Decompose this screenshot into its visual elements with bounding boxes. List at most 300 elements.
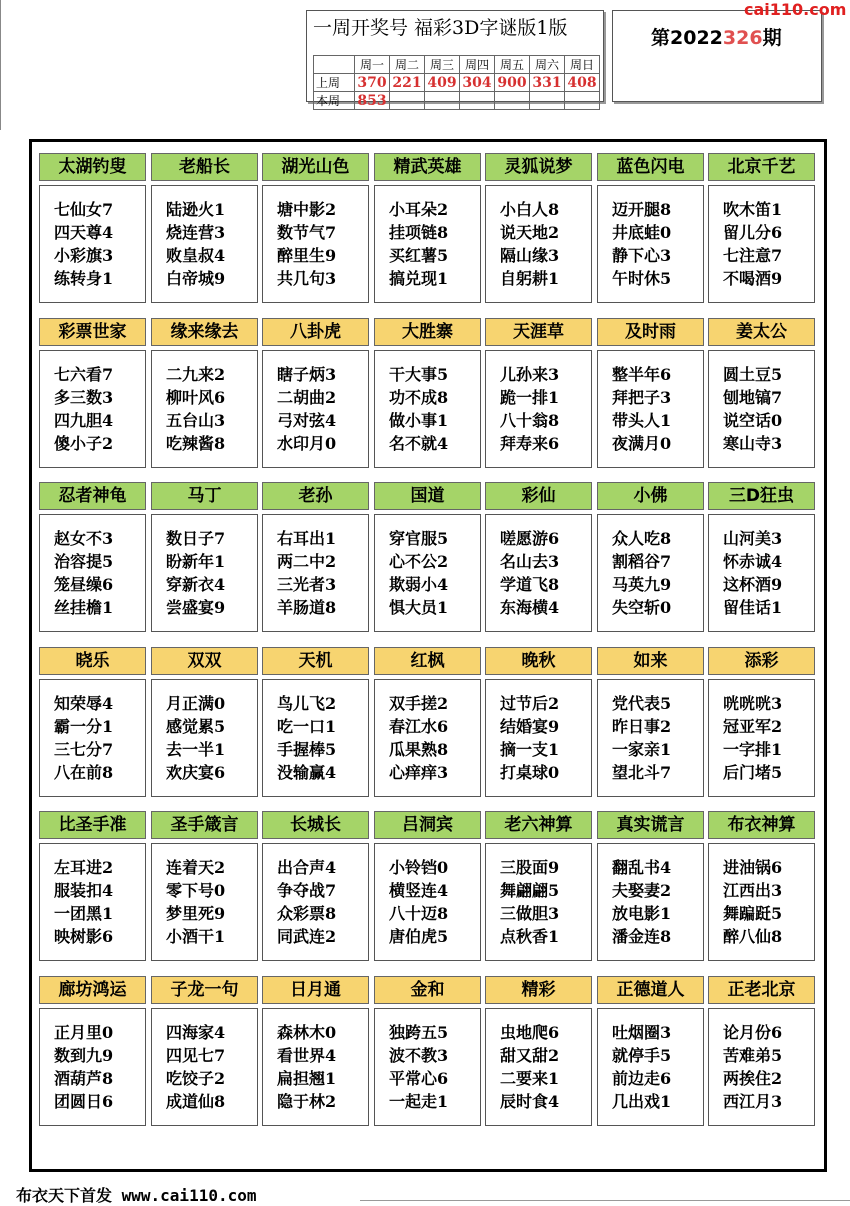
riddle-card bbox=[151, 318, 258, 468]
riddle-line: 望北斗7 bbox=[612, 763, 672, 782]
riddle-line: 七六看7 bbox=[54, 365, 114, 384]
riddle-card bbox=[374, 811, 481, 961]
riddle-line: 舞蹁跹5 bbox=[723, 904, 783, 923]
riddle-line: 霸一分1 bbox=[54, 717, 114, 736]
riddle-line: 东海横4 bbox=[500, 598, 560, 617]
weekday: 周四 bbox=[460, 56, 495, 74]
riddle-line: 七仙女7 bbox=[54, 200, 114, 219]
riddle-line: 四九胆4 bbox=[54, 411, 114, 430]
draw-number: 409 bbox=[425, 74, 460, 92]
riddle-line: 小酒干1 bbox=[166, 927, 226, 946]
riddle-line: 连着天2 bbox=[166, 858, 226, 877]
riddle-line: 扁担翘1 bbox=[277, 1069, 337, 1088]
riddle-line: 正月里0 bbox=[54, 1023, 114, 1042]
riddle-line: 舞翩翩5 bbox=[500, 881, 560, 900]
riddle-author: 太湖钓叟 bbox=[39, 153, 146, 181]
riddle-lines bbox=[151, 185, 258, 303]
draw-number bbox=[460, 92, 495, 110]
draw-number bbox=[425, 92, 460, 110]
this-week-label: 本周 bbox=[314, 92, 355, 110]
draw-number: 900 bbox=[495, 74, 530, 92]
riddle-author: 大胜寨 bbox=[374, 318, 481, 346]
draw-number: 853 bbox=[355, 92, 390, 110]
riddle-line: 井底蛙0 bbox=[612, 223, 672, 242]
riddle-line: 穿新衣4 bbox=[166, 575, 226, 594]
riddle-lines bbox=[39, 350, 146, 468]
riddle-author: 灵狐说梦 bbox=[485, 153, 592, 181]
riddle-line: 白帝城9 bbox=[166, 269, 226, 288]
riddle-line: 塘中影2 bbox=[277, 200, 337, 219]
riddle-line: 干大事5 bbox=[389, 365, 449, 384]
riddle-line: 吹木笛1 bbox=[723, 200, 783, 219]
issue-box bbox=[612, 10, 822, 102]
riddle-line: 就停手5 bbox=[612, 1046, 672, 1065]
riddle-line: 翻乱书4 bbox=[612, 858, 672, 877]
riddle-line: 挂项链8 bbox=[389, 223, 449, 242]
riddle-card bbox=[708, 482, 815, 632]
riddle-line: 拜把子3 bbox=[612, 388, 672, 407]
riddle-lines bbox=[39, 185, 146, 303]
riddle-card bbox=[39, 482, 146, 632]
riddle-lines bbox=[262, 350, 369, 468]
riddle-line: 失空斩0 bbox=[612, 598, 672, 617]
riddle-line: 寒山寺3 bbox=[723, 434, 783, 453]
riddle-line: 带头人1 bbox=[612, 411, 672, 430]
riddle-line: 说空话0 bbox=[723, 411, 783, 430]
riddle-line: 吃一口1 bbox=[277, 717, 337, 736]
draw-number bbox=[390, 92, 425, 110]
riddle-card bbox=[262, 153, 369, 303]
riddle-card bbox=[39, 647, 146, 797]
riddle-author: 吕洞宾 bbox=[374, 811, 481, 839]
last-week-label: 上周 bbox=[314, 74, 355, 92]
riddle-line: 水印月0 bbox=[277, 434, 337, 453]
riddle-lines bbox=[262, 679, 369, 797]
draw-number bbox=[530, 92, 565, 110]
riddle-author: 小佛 bbox=[597, 482, 704, 510]
riddle-author: 晚秋 bbox=[485, 647, 592, 675]
riddle-card bbox=[39, 153, 146, 303]
weekday: 周一 bbox=[355, 56, 390, 74]
riddle-line: 跪一排1 bbox=[500, 388, 560, 407]
riddle-line: 波不教3 bbox=[389, 1046, 449, 1065]
riddle-lines bbox=[39, 1008, 146, 1126]
riddle-line: 双手搓2 bbox=[389, 694, 449, 713]
riddle-card bbox=[151, 482, 258, 632]
issue-number: 第2022326期 bbox=[651, 27, 782, 49]
riddle-card bbox=[597, 482, 704, 632]
riddle-line: 映树影6 bbox=[54, 927, 114, 946]
riddle-card bbox=[374, 482, 481, 632]
weekday: 周六 bbox=[530, 56, 565, 74]
riddle-line: 放电影1 bbox=[612, 904, 672, 923]
riddle-lines bbox=[151, 514, 258, 632]
riddle-author: 双双 bbox=[151, 647, 258, 675]
riddle-line: 三做胆3 bbox=[500, 904, 560, 923]
riddle-card bbox=[485, 811, 592, 961]
riddle-line: 八在前8 bbox=[54, 763, 114, 782]
riddle-line: 羊肠道8 bbox=[277, 598, 337, 617]
riddle-line: 二要来1 bbox=[500, 1069, 560, 1088]
riddle-line: 赵女不3 bbox=[54, 529, 114, 548]
riddle-line: 辰时食4 bbox=[500, 1092, 560, 1111]
riddle-line: 打桌球0 bbox=[500, 763, 560, 782]
riddle-lines bbox=[39, 679, 146, 797]
riddle-author: 圣手箴言 bbox=[151, 811, 258, 839]
riddle-line: 团圆日6 bbox=[54, 1092, 114, 1111]
riddle-card bbox=[262, 318, 369, 468]
riddle-line: 几出戏1 bbox=[612, 1092, 672, 1111]
riddle-line: 前边走6 bbox=[612, 1069, 672, 1088]
weekday: 周五 bbox=[495, 56, 530, 74]
riddle-author: 及时雨 bbox=[597, 318, 704, 346]
riddle-card bbox=[708, 153, 815, 303]
riddle-card bbox=[39, 318, 146, 468]
riddle-line: 圆土豆5 bbox=[723, 365, 783, 384]
draw-number bbox=[495, 92, 530, 110]
riddle-lines bbox=[151, 843, 258, 961]
draw-number bbox=[565, 92, 600, 110]
riddle-author: 天涯草 bbox=[485, 318, 592, 346]
riddle-lines bbox=[262, 1008, 369, 1126]
riddle-line: 学道飞8 bbox=[500, 575, 560, 594]
riddle-card bbox=[151, 153, 258, 303]
riddle-lines bbox=[262, 185, 369, 303]
riddle-author: 正德道人 bbox=[597, 976, 704, 1004]
riddle-line: 众彩票8 bbox=[277, 904, 337, 923]
riddle-line: 三七分7 bbox=[54, 740, 114, 759]
riddle-card bbox=[597, 153, 704, 303]
riddle-line: 惧大员1 bbox=[389, 598, 449, 617]
riddle-line: 平常心6 bbox=[389, 1069, 449, 1088]
riddle-card bbox=[485, 647, 592, 797]
riddle-line: 名山去3 bbox=[500, 552, 560, 571]
riddle-line: 零下号0 bbox=[166, 881, 226, 900]
riddle-lines bbox=[485, 185, 592, 303]
riddle-line: 盼新年1 bbox=[166, 552, 226, 571]
riddle-line: 笼昼缲6 bbox=[54, 575, 114, 594]
riddle-line: 小彩旗3 bbox=[54, 246, 114, 265]
riddle-author: 红枫 bbox=[374, 647, 481, 675]
riddle-line: 吃辣酱8 bbox=[166, 434, 226, 453]
riddle-line: 心不公2 bbox=[389, 552, 449, 571]
riddle-line: 整半年6 bbox=[612, 365, 672, 384]
riddle-card bbox=[597, 318, 704, 468]
riddle-lines bbox=[597, 514, 704, 632]
riddle-line: 三光者3 bbox=[277, 575, 337, 594]
riddle-line: 服装扣4 bbox=[54, 881, 114, 900]
riddle-card bbox=[39, 811, 146, 961]
riddle-line: 陆逊火1 bbox=[166, 200, 226, 219]
weekday: 周二 bbox=[390, 56, 425, 74]
riddle-line: 左耳进2 bbox=[54, 858, 114, 877]
riddle-line: 党代表5 bbox=[612, 694, 672, 713]
riddle-lines bbox=[708, 350, 815, 468]
riddle-card bbox=[374, 153, 481, 303]
riddle-line: 看世界4 bbox=[277, 1046, 337, 1065]
riddle-line: 西江月3 bbox=[723, 1092, 783, 1111]
riddle-line: 醉里生9 bbox=[277, 246, 337, 265]
riddle-line: 八十翁8 bbox=[500, 411, 560, 430]
riddle-author: 如来 bbox=[597, 647, 704, 675]
riddle-line: 苦难弟5 bbox=[723, 1046, 783, 1065]
riddle-line: 唐伯虎5 bbox=[389, 927, 449, 946]
riddle-lines bbox=[597, 679, 704, 797]
riddle-card bbox=[485, 318, 592, 468]
riddle-card bbox=[708, 976, 815, 1126]
riddle-line: 小耳朵2 bbox=[389, 200, 449, 219]
riddle-line: 一家亲1 bbox=[612, 740, 672, 759]
riddle-line: 练转身1 bbox=[54, 269, 114, 288]
riddle-lines bbox=[485, 843, 592, 961]
riddle-lines bbox=[485, 514, 592, 632]
riddle-card bbox=[262, 647, 369, 797]
riddle-card bbox=[374, 318, 481, 468]
riddle-lines bbox=[374, 1008, 481, 1126]
riddle-line: 做小事1 bbox=[389, 411, 449, 430]
riddle-line: 咣咣咣3 bbox=[723, 694, 783, 713]
riddle-card bbox=[708, 811, 815, 961]
riddle-line: 穿官服5 bbox=[389, 529, 449, 548]
riddle-author: 忍者神龟 bbox=[39, 482, 146, 510]
riddle-line: 共几句3 bbox=[277, 269, 337, 288]
riddle-card bbox=[597, 976, 704, 1126]
riddle-card bbox=[374, 976, 481, 1126]
riddle-line: 数日子7 bbox=[166, 529, 226, 548]
footer-credit: 布衣天下首发 www.cai110.com bbox=[16, 1186, 257, 1205]
riddle-author: 姜太公 bbox=[708, 318, 815, 346]
riddle-line: 静下心3 bbox=[612, 246, 672, 265]
riddle-author: 老船长 bbox=[151, 153, 258, 181]
riddle-line: 点秋香1 bbox=[500, 927, 560, 946]
riddle-line: 说天地2 bbox=[500, 223, 560, 242]
riddle-author: 布衣神算 bbox=[708, 811, 815, 839]
riddle-line: 横竖连4 bbox=[389, 881, 449, 900]
riddle-author: 马丁 bbox=[151, 482, 258, 510]
riddle-line: 过节后2 bbox=[500, 694, 560, 713]
riddle-line: 独跨五5 bbox=[389, 1023, 449, 1042]
riddle-line: 三股面9 bbox=[500, 858, 560, 877]
site-logo-text[interactable]: cai110.com bbox=[744, 0, 847, 19]
riddle-line: 买红薯5 bbox=[389, 246, 449, 265]
riddle-card bbox=[708, 318, 815, 468]
riddle-line: 名不就4 bbox=[389, 434, 449, 453]
riddle-lines bbox=[708, 679, 815, 797]
riddle-lines bbox=[151, 679, 258, 797]
riddle-line: 傻小子2 bbox=[54, 434, 114, 453]
riddle-line: 森林木0 bbox=[277, 1023, 337, 1042]
riddle-lines bbox=[708, 185, 815, 303]
draw-number: 331 bbox=[530, 74, 565, 92]
riddle-author: 缘来缘去 bbox=[151, 318, 258, 346]
riddle-author: 蓝色闪电 bbox=[597, 153, 704, 181]
riddle-author: 真实谎言 bbox=[597, 811, 704, 839]
riddle-line: 四见七7 bbox=[166, 1046, 226, 1065]
riddle-lines bbox=[485, 350, 592, 468]
riddle-author: 精彩 bbox=[485, 976, 592, 1004]
riddle-line: 丝挂檐1 bbox=[54, 598, 114, 617]
riddle-author: 老六神算 bbox=[485, 811, 592, 839]
riddle-line: 数到九9 bbox=[54, 1046, 114, 1065]
riddle-author: 精武英雄 bbox=[374, 153, 481, 181]
riddle-lines bbox=[374, 185, 481, 303]
riddle-author: 日月通 bbox=[262, 976, 369, 1004]
riddle-author: 八卦虎 bbox=[262, 318, 369, 346]
riddle-line: 数节气7 bbox=[277, 223, 337, 242]
riddle-line: 感觉累5 bbox=[166, 717, 226, 736]
riddle-line: 摘一支1 bbox=[500, 740, 560, 759]
riddle-line: 割稻谷7 bbox=[612, 552, 672, 571]
riddle-line: 虫地爬6 bbox=[500, 1023, 560, 1042]
riddle-line: 冠亚军2 bbox=[723, 717, 783, 736]
riddle-line: 治容提5 bbox=[54, 552, 114, 571]
riddle-card bbox=[708, 647, 815, 797]
riddle-lines bbox=[485, 679, 592, 797]
riddle-line: 这杯酒9 bbox=[723, 575, 783, 594]
results-table bbox=[313, 55, 600, 110]
riddle-line: 论月份6 bbox=[723, 1023, 783, 1042]
riddle-author: 廊坊鸿运 bbox=[39, 976, 146, 1004]
riddle-lines bbox=[597, 350, 704, 468]
riddle-line: 梦里死9 bbox=[166, 904, 226, 923]
results-title: 一周开奖号 福彩3D字谜版1版 bbox=[313, 17, 568, 39]
draw-number: 408 bbox=[565, 74, 600, 92]
riddle-lines bbox=[597, 185, 704, 303]
weekday: 周三 bbox=[425, 56, 460, 74]
riddle-line: 众人吃8 bbox=[612, 529, 672, 548]
riddle-line: 江西出3 bbox=[723, 881, 783, 900]
riddle-card bbox=[597, 647, 704, 797]
riddle-line: 争夺战7 bbox=[277, 881, 337, 900]
riddle-line: 吃饺子2 bbox=[166, 1069, 226, 1088]
riddle-lines bbox=[374, 514, 481, 632]
riddle-card bbox=[151, 976, 258, 1126]
riddle-author: 老孙 bbox=[262, 482, 369, 510]
riddle-lines bbox=[597, 1008, 704, 1126]
riddle-line: 八十迈8 bbox=[389, 904, 449, 923]
riddle-lines bbox=[151, 1008, 258, 1126]
weekday: 周日 bbox=[565, 56, 600, 74]
riddle-line: 隔山缘3 bbox=[500, 246, 560, 265]
riddle-line: 自躬耕1 bbox=[500, 269, 560, 288]
riddle-line: 进油锅6 bbox=[723, 858, 783, 877]
riddle-card bbox=[262, 482, 369, 632]
left-border-line bbox=[0, 0, 1, 130]
riddle-line: 多三数3 bbox=[54, 388, 114, 407]
weekday-row bbox=[314, 56, 600, 74]
riddle-card bbox=[151, 811, 258, 961]
riddle-line: 瞎子炳3 bbox=[277, 365, 337, 384]
riddle-line: 马英九9 bbox=[612, 575, 672, 594]
riddle-line: 隐于林2 bbox=[277, 1092, 337, 1111]
riddle-lines bbox=[708, 514, 815, 632]
riddle-line: 留儿分6 bbox=[723, 223, 783, 242]
riddle-line: 没输赢4 bbox=[277, 763, 337, 782]
riddle-lines bbox=[151, 350, 258, 468]
riddle-card bbox=[597, 811, 704, 961]
riddle-author: 子龙一句 bbox=[151, 976, 258, 1004]
riddle-card bbox=[39, 976, 146, 1126]
riddle-line: 两二中2 bbox=[277, 552, 337, 571]
riddle-line: 一团黑1 bbox=[54, 904, 114, 923]
riddle-line: 后门堵5 bbox=[723, 763, 783, 782]
last-week-row bbox=[314, 74, 600, 92]
riddle-lines bbox=[485, 1008, 592, 1126]
riddle-lines bbox=[708, 1008, 815, 1126]
riddle-line: 春江水6 bbox=[389, 717, 449, 736]
riddle-line: 小铃铛0 bbox=[389, 858, 449, 877]
riddle-line: 小白人8 bbox=[500, 200, 560, 219]
riddle-line: 潘金连8 bbox=[612, 927, 672, 946]
riddle-line: 山河美3 bbox=[723, 529, 783, 548]
riddle-line: 手握棒5 bbox=[277, 740, 337, 759]
riddle-line: 嗟愿游6 bbox=[500, 529, 560, 548]
riddle-author: 彩仙 bbox=[485, 482, 592, 510]
riddle-line: 夜满月0 bbox=[612, 434, 672, 453]
riddle-line: 昨日事2 bbox=[612, 717, 672, 736]
riddle-line: 柳叶风6 bbox=[166, 388, 226, 407]
riddle-lines bbox=[708, 843, 815, 961]
riddle-line: 二九来2 bbox=[166, 365, 226, 384]
riddle-line: 四天尊4 bbox=[54, 223, 114, 242]
riddle-line: 烧连营3 bbox=[166, 223, 226, 242]
riddle-grid-frame bbox=[29, 139, 827, 1172]
riddle-line: 月正满0 bbox=[166, 694, 226, 713]
riddle-line: 心痒痒3 bbox=[389, 763, 449, 782]
riddle-lines bbox=[39, 843, 146, 961]
footer-divider bbox=[360, 1200, 850, 1201]
riddle-card bbox=[485, 153, 592, 303]
riddle-line: 尝盛宴9 bbox=[166, 598, 226, 617]
riddle-line: 午时休5 bbox=[612, 269, 672, 288]
riddle-line: 右耳出1 bbox=[277, 529, 337, 548]
riddle-line: 搞兑现1 bbox=[389, 269, 449, 288]
riddle-line: 怀赤诚4 bbox=[723, 552, 783, 571]
riddle-line: 成道仙8 bbox=[166, 1092, 226, 1111]
riddle-line: 二胡曲2 bbox=[277, 388, 337, 407]
riddle-lines bbox=[374, 843, 481, 961]
riddle-line: 儿孙来3 bbox=[500, 365, 560, 384]
riddle-line: 吐烟圈3 bbox=[612, 1023, 672, 1042]
riddle-card bbox=[151, 647, 258, 797]
riddle-line: 四海家4 bbox=[166, 1023, 226, 1042]
riddle-author: 天机 bbox=[262, 647, 369, 675]
riddle-line: 功不成8 bbox=[389, 388, 449, 407]
this-week-row bbox=[314, 92, 600, 110]
riddle-card bbox=[485, 976, 592, 1126]
riddle-lines bbox=[374, 350, 481, 468]
riddle-line: 去一半1 bbox=[166, 740, 226, 759]
riddle-line: 一字排1 bbox=[723, 740, 783, 759]
riddle-line: 五台山3 bbox=[166, 411, 226, 430]
riddle-line: 甜又甜2 bbox=[500, 1046, 560, 1065]
riddle-author: 长城长 bbox=[262, 811, 369, 839]
riddle-lines bbox=[597, 843, 704, 961]
riddle-lines bbox=[39, 514, 146, 632]
riddle-line: 结婚宴9 bbox=[500, 717, 560, 736]
riddle-line: 刨地镐7 bbox=[723, 388, 783, 407]
riddle-author: 彩票世家 bbox=[39, 318, 146, 346]
riddle-author: 国道 bbox=[374, 482, 481, 510]
riddle-line: 七注意7 bbox=[723, 246, 783, 265]
riddle-line: 两挨住2 bbox=[723, 1069, 783, 1088]
riddle-card bbox=[262, 976, 369, 1126]
riddle-author: 添彩 bbox=[708, 647, 815, 675]
riddle-card bbox=[374, 647, 481, 797]
riddle-line: 拜寿来6 bbox=[500, 434, 560, 453]
riddle-line: 知荣辱4 bbox=[54, 694, 114, 713]
riddle-line: 出合声4 bbox=[277, 858, 337, 877]
